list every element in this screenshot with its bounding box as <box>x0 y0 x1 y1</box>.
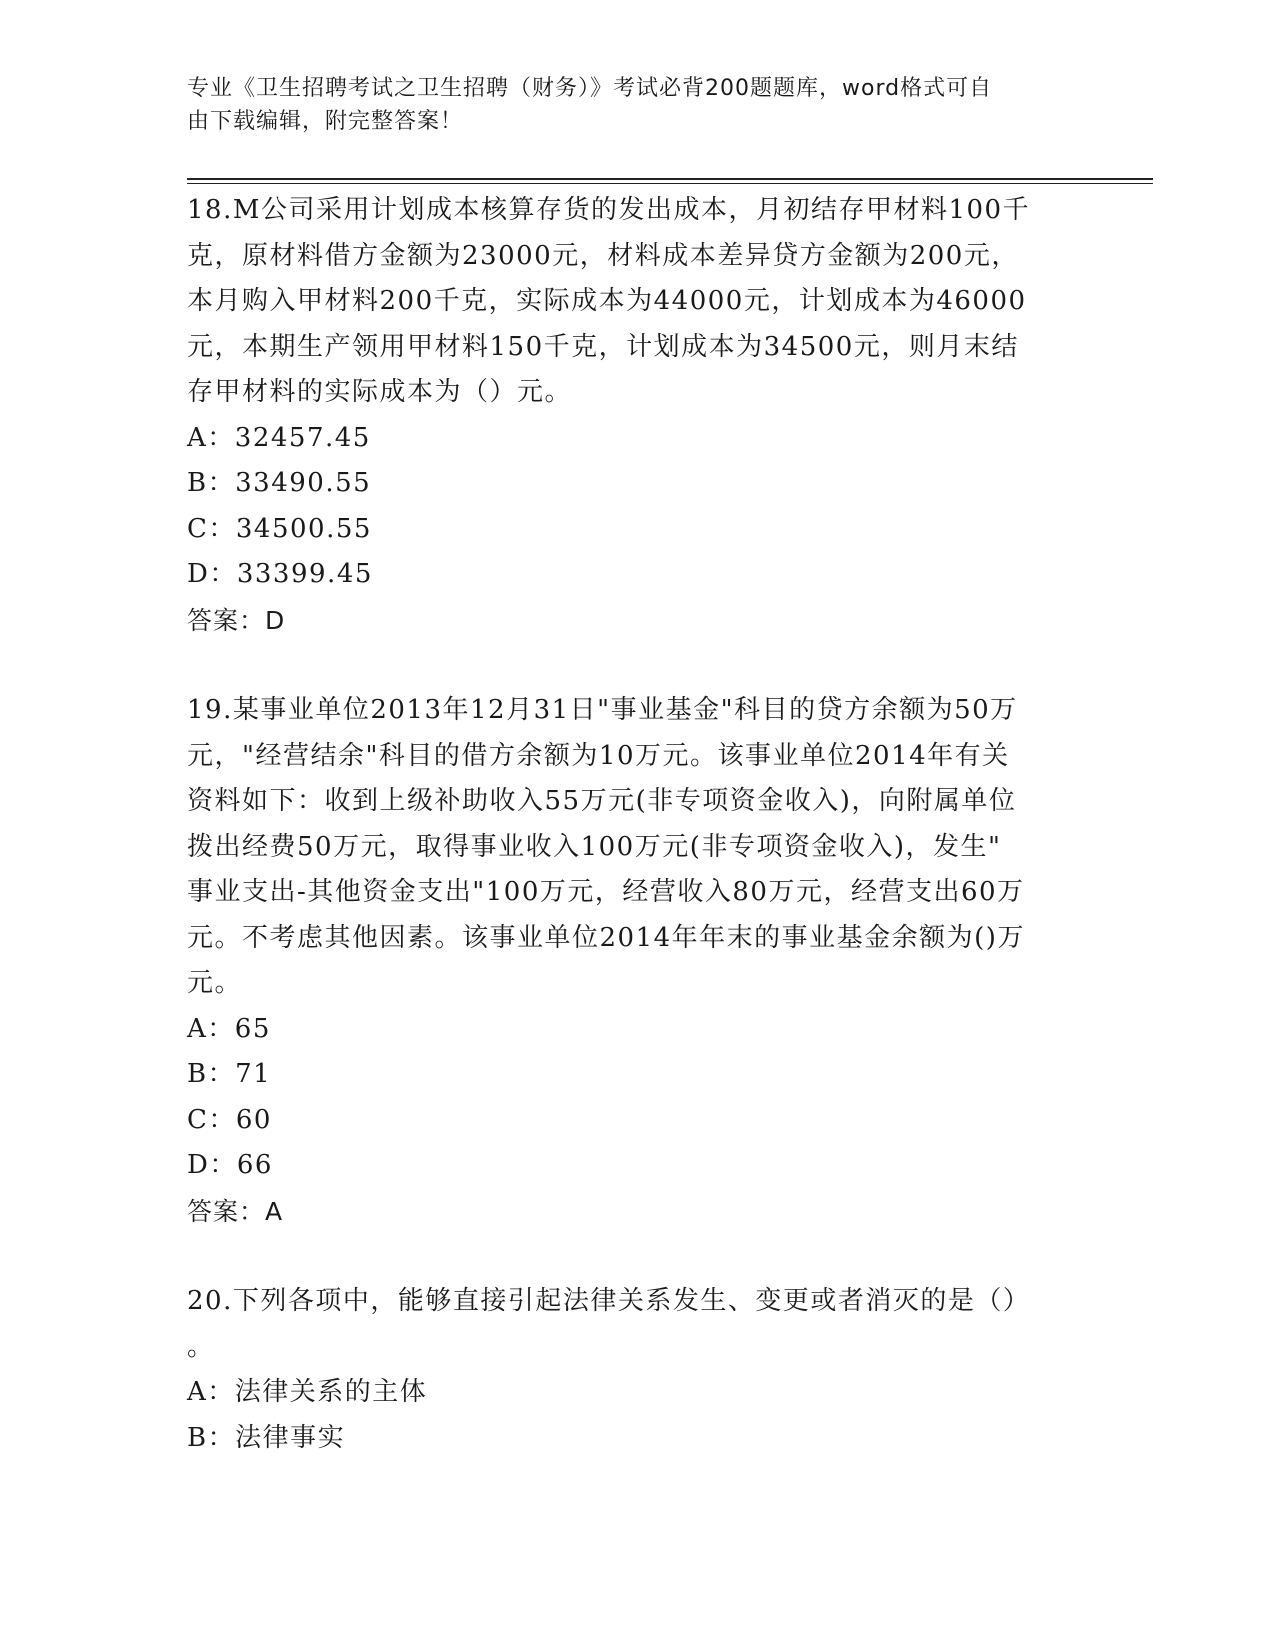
option-d: D：66 <box>187 1150 273 1180</box>
question-list <box>187 188 1087 1461</box>
question-text-line: 。 <box>187 1331 215 1362</box>
question-20-stem <box>187 1279 1087 1370</box>
option-a: A：法律关系的主体 <box>187 1377 428 1407</box>
question-18-stem <box>187 188 1087 416</box>
header-line-2: 由下载编辑，附完整答案！ <box>187 109 464 134</box>
option-c: C：34500.55 <box>187 513 372 544</box>
question-text-line: 元。 <box>187 968 243 998</box>
option-c: C：60 <box>187 1104 272 1135</box>
document-header <box>187 72 1067 138</box>
option-b: B：法律事实 <box>187 1422 346 1453</box>
question-text-line: 存甲材料的实际成本为（）元。 <box>187 377 573 407</box>
question-text-line: 20.下列各项中，能够直接引起法律关系发生、变更或者消灭的是（） <box>187 1286 1031 1316</box>
question-text-line: 拨出经费50万元，取得事业收入100万元(非专项资金收入)，发生" <box>187 831 1002 862</box>
answer-line: 答案：D <box>187 605 286 635</box>
header-divider-thin <box>187 183 1153 184</box>
option-b: B：71 <box>187 1059 272 1089</box>
question-19 <box>187 688 1087 1234</box>
question-text-line: 克，原材料借方金额为23000元，材料成本差异贷方金额为200元， <box>187 240 1019 271</box>
question-text-line: 19.某事业单位2013年12月31日"事业基金"科目的贷方余额为50万 <box>187 695 1018 725</box>
question-20 <box>187 1279 1087 1461</box>
option-a: A：65 <box>187 1013 271 1044</box>
question-text-line: 元，"经营结余"科目的借方余额为10万元。该事业单位2014年有关 <box>187 740 1010 771</box>
option-b: B：33490.55 <box>187 468 372 498</box>
answer-line: 答案：A <box>187 1196 284 1226</box>
question-text-line: 本月购入甲材料200千克，实际成本为44000元，计划成本为46000 <box>187 286 1027 316</box>
question-spacer <box>187 643 1087 688</box>
question-text-line: 资料如下：收到上级补助收入55万元(非专项资金收入)，向附属单位 <box>187 786 1017 816</box>
question-spacer <box>187 1234 1087 1279</box>
option-a: A：32457.45 <box>187 422 371 453</box>
header-divider-thick <box>187 178 1153 180</box>
question-text-line: 元。不考虑其他因素。该事业单位2014年年末的事业基金余额为()万 <box>187 922 1025 953</box>
option-d: D：33399.45 <box>187 559 373 589</box>
question-19-stem <box>187 688 1087 1007</box>
question-text-line: 元，本期生产领用甲材料150千克，计划成本为34500元，则月末结 <box>187 331 1019 362</box>
question-text-line: 事业支出-其他资金支出"100万元，经营收入80万元，经营支出60万 <box>187 877 1025 907</box>
question-text-line: 18.M公司采用计划成本核算存货的发出成本，月初结存甲材料100千 <box>187 195 1031 225</box>
question-18 <box>187 188 1087 643</box>
header-line-1: 专业《卫生招聘考试之卫生招聘（财务）》考试必背200题题库，word格式可自 <box>187 76 993 101</box>
